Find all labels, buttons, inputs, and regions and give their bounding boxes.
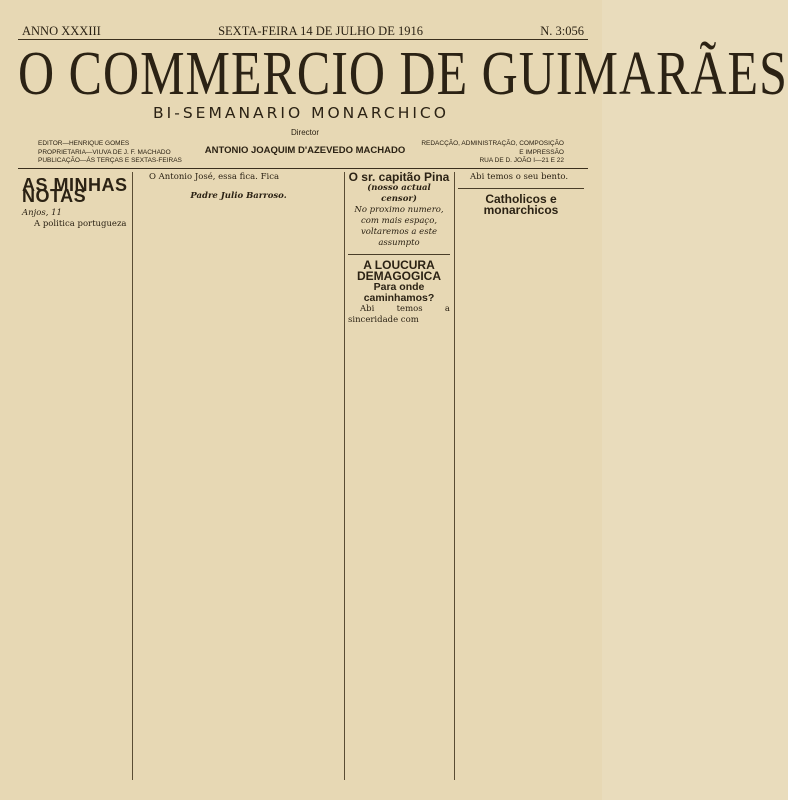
column-2 (137, 172, 340, 202)
column-divider (454, 172, 455, 780)
issue-year: ANNO XXXIII (22, 24, 101, 38)
article-text: O Antonio José, essa fica. Fica (149, 172, 280, 182)
director-label: Director (290, 128, 319, 137)
director-name: ANTONIO JOAQUIM D'AZEVEDO MACHADO (204, 145, 406, 156)
masthead-director (200, 128, 410, 156)
column-1 (22, 172, 128, 234)
masthead-redaccao: REDACÇÃO, ADMINISTRAÇÃO, COMPOSIÇÃO (421, 140, 564, 147)
article-dateline: Anjos, 11 (22, 208, 62, 218)
masthead-address: RUA DE D. JOÃO I—21 E 22 (479, 157, 564, 164)
separator (458, 188, 584, 189)
column-divider (344, 172, 345, 780)
newspaper-title: O COMMERCIO DE GUIMARÃES (18, 37, 788, 108)
article-heading-notas: AS MINHAS NOTAS (22, 175, 128, 206)
article-text: Abi temos a sinceridade com (348, 304, 450, 325)
masthead-editor: EDITOR—HENRIQUE GOMES (38, 140, 130, 147)
separator (348, 254, 450, 255)
article-subheading-censor: (nosso actual censor) (367, 183, 431, 204)
article-text: Abi temos o seu bento. (470, 172, 569, 182)
header-topline (22, 24, 584, 38)
masthead-rule (18, 168, 588, 169)
masthead-right (421, 140, 564, 166)
column-3 (348, 172, 450, 330)
article-subheading-loucura: Para onde caminhamos? (363, 281, 435, 304)
column-divider (132, 172, 133, 780)
article-note: No proximo numero, com mais espaço, voltaremos a este assumpto (354, 205, 444, 248)
masthead-impressao: E IMPRESSÃO (519, 148, 564, 156)
masthead-left (38, 140, 182, 166)
issue-date: SEXTA-FEIRA 14 DE JULHO DE 1916 (218, 24, 423, 38)
newspaper-subtitle: BI-SEMANARIO MONARCHICO (153, 104, 449, 122)
masthead-publication: PUBLICAÇÃO—ÁS TERÇAS E SEXTAS-FEIRAS (38, 157, 182, 164)
article-signature: Padre Julio Barroso. (190, 191, 287, 201)
masthead-owner: PROPRIETARIA—VIUVA DE J. F. MACHADO (38, 148, 171, 156)
article-heading-capitao: O sr. capitão Pina (348, 170, 450, 184)
article-heading-catholicos: Catholicos e monarchicos (483, 192, 559, 217)
column-4 (458, 172, 584, 216)
article-lead: A politica portugueza (34, 219, 127, 229)
issue-number: N. 3:056 (540, 24, 584, 38)
article-heading-loucura: A LOUCURA DEMAGOGICA (357, 258, 441, 283)
